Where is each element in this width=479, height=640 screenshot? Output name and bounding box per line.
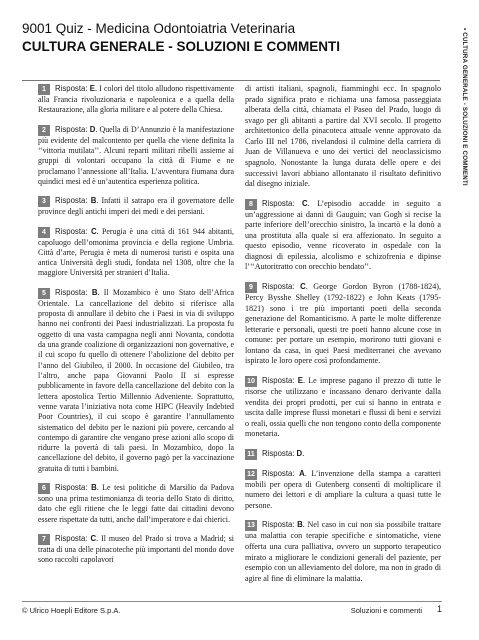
answer-text: . Le tesi politiche di Marsilio da Padova sono una prima testimonianza di teoria dello Stato di diritto, dato che egli ritiene che le leggi fatte dai cittadini devono essere rispettate da tutti, anche dall’imperatore e dai chierici. xyxy=(38,483,234,524)
answer-letter: E xyxy=(89,84,95,93)
answer-letter: B xyxy=(91,287,98,297)
answer-item xyxy=(38,483,234,525)
answer-letter: C xyxy=(90,226,97,236)
answer-letter: C xyxy=(90,534,97,543)
answer-label: Risposta: xyxy=(55,196,88,206)
answer-text: . Le imprese pagano il prezzo di tutte le risorse che utilizzano e incassano denaro derivante dalla vendita dei propri prodotti, per cui si hanno in entrata e uscita dalle imprese flussi monetari e flussi di beni e servizi o reali, ossia quelli che non tengono conto della componente monetaria. xyxy=(245,375,442,439)
answer-letter: E xyxy=(297,375,303,385)
book-title: 9001 Quiz - Medicina Odontoiatria Veterinaria xyxy=(22,21,296,36)
answer-number-badge: 12 xyxy=(245,469,257,480)
answer-item xyxy=(245,449,441,460)
answer-letter: B xyxy=(91,483,97,493)
answer-item xyxy=(38,288,234,474)
answer-label: Risposta: xyxy=(55,534,88,543)
page-footer xyxy=(22,604,442,620)
answer-number-badge: 11 xyxy=(245,449,257,460)
answer-number-badge: 2 xyxy=(38,125,50,136)
left-column xyxy=(38,84,234,575)
answer-letter: C xyxy=(302,198,308,208)
answer-text: . xyxy=(302,448,305,458)
page-number: 1 xyxy=(436,604,442,614)
answer-item xyxy=(245,199,441,273)
answer-text: di artisti italiani, spagnoli, fiamminghi ecc. In spagnolo prado significa prato e richiama una famosa passeggiata alberata della città, chiamata el Paseo del Prado, luogo di svago per gli abitanti a partire dal XVI secolo. Il progetto architettonico della pinacoteca attuale venne approvato da Carlo III nel 1786, rivelandosi il culmine della carriera di Juan de Villanueva e uno dei vertici del neoclassicismo spagnolo. Nonostante la lunga durata delle opere e dei successivi lavori abbiano allontanato il risultato definitivo dal disegno iniziale. xyxy=(245,84,441,189)
answer-text: . Il Mozambico è uno Stato dell’Africa Orientale. La cancellazione del debito si riferisce alla proposta di annullare il debito che i Paesi in via di sviluppo hanno nei confronti dei Paesi industrializzati. La proposta fu oggetto di una vasta campagna negli anni Novanta, condotta da una grande coalizione di organizzazioni non governative, e il cui scopo fu quello di ottenere l’abolizione del debito per l’anno del Giubileo, il 2000. In occasione del Giubileo, tra l’altro, anche papa Giovanni Paolo II si espresse pubblicamente in favore della cancellazione del debito con la lettera apostolica Tertio Millennio Adveniente. Soprattutto, venne varata l’iniziativa nota come HIPC (Heavily Indebted Poor Countries), il cui scopo è garantire l’annullamento sistematico del debito per le nazioni più povere, cercando al contempo di garantire che vengano prese azioni allo scopo di ridurre la povertà di tali paesi. In Mozambico, dopo la cancellazione del debito, il governo pagò per la vaccinazione gratuita di tutti i bambini. xyxy=(38,287,234,473)
answer-item xyxy=(245,84,441,190)
answer-label: Risposta: xyxy=(55,226,88,236)
answer-label: Risposta: xyxy=(262,282,295,291)
answer-letter: C xyxy=(300,282,306,291)
answer-text: . Nel caso in cui non sia possibile trattare una malattia con terapie specifiche e sintomatiche, viene offerta una cura palliativa, ovvero un supporto terapeutico mirato a migliorare le condizioni generali del paziente, per esempio con un alleviamento del dolore, ma non in grado di agire al fine di eliminare la malattia. xyxy=(245,520,441,583)
answer-text: . Quella di D’Annunzio è la manifestazione più evidente del malcontento per quella che viene definita la ‘‘vittoria mutilata’’. Alcuni reparti militari ribelli assieme ai gruppi di volontari occupano la città di Fiume e ne proclamano l’annessione all’Italia. L’avventura fiumana dura quindici mesi ed è un’autentica esperienza politica. xyxy=(38,124,234,186)
answer-text: . L’invenzione della stampa a caratteri mobili per opera di Gutenberg consentì di moltiplicare il numero dei lettori e di ampliare la cultura a quasi tutte le persone. xyxy=(245,468,441,510)
copyright-text: © Ulrico Hoepli Editore S.p.A. xyxy=(22,606,121,615)
answer-label: Risposta: xyxy=(262,448,295,458)
footer-rule xyxy=(22,601,442,602)
answer-letter: A xyxy=(299,468,305,478)
answer-text: . L’episodio accadde in seguito a un’aggressione ai danni di Gauguin; van Gogh si recise la parte inferiore dell’orecchio sinistro, la incartò e la donò a una prostituta alla quale si era affezionato. In seguito a questo episodio, venne ricoverato in ospedale con la diagnosi di epilessia, alcolismo e schizofrenia e dipinse l’‘‘Autoritratto con orecchio bendato’’. xyxy=(245,198,441,272)
answer-label: Risposta: xyxy=(262,468,295,478)
answer-number-badge: 5 xyxy=(38,288,50,299)
answer-letter: B xyxy=(90,196,97,206)
header-rule xyxy=(22,80,440,81)
answer-text: . Infatti il satrapo era il governatore delle province degli antichi imperi dei medi e dei persiani. xyxy=(38,196,234,217)
answer-item xyxy=(245,520,441,584)
side-running-title-text: • CULTURA GENERALE - SOLUZIONI E COMMENTI xyxy=(461,28,468,186)
answer-item xyxy=(245,376,441,440)
answer-label: Risposta: xyxy=(262,198,295,208)
answer-item xyxy=(38,196,234,217)
footer-section-label: Soluzioni e commenti xyxy=(350,606,422,615)
page-header xyxy=(22,20,440,56)
answer-letter: D xyxy=(296,448,303,458)
answer-number-badge: 3 xyxy=(38,196,50,207)
answer-item xyxy=(245,469,441,512)
answer-item xyxy=(38,84,234,116)
answer-label: Risposta: xyxy=(262,375,295,385)
answer-text: . Il museo del Prado si trova a Madrid; si tratta di una delle pinacoteche più importanti del mondo dove sono raccolti capolavori xyxy=(38,534,234,565)
answer-text: . George Gordon Byron (1788-1824), Percy Bysshe Shelley (1792-1822) e John Keats (1795-1821) sono i tre più importanti poeti della seconda generazione del Romanticismo. A parte le molte differenze letterarie e personali, questi tre poeti hanno alcune cose in comune: per portare un esempio, morirono tutti giovani e lontano da casa, in quei Paesi mediterranei che avevano ispirato le loro opere così profondamente. xyxy=(245,282,441,366)
side-running-title xyxy=(454,28,468,328)
answer-text: . Perugia è una città di 161 944 abitanti, capoluogo dell’omonima provincia e della regione Umbria. Città d’arte, Perugia è meta di numerosi turisti e ospita una antica Università degli studi, fondata nel 1308, oltre che la maggiore Università per stranieri d’Italia. xyxy=(38,226,234,278)
answer-label: Risposta: xyxy=(262,520,295,530)
answer-number-badge: 7 xyxy=(38,534,50,545)
answer-item xyxy=(38,534,234,566)
answer-number-badge: 10 xyxy=(245,376,257,387)
answer-letter: D xyxy=(89,124,96,134)
answer-item xyxy=(245,282,441,367)
answer-number-badge: 6 xyxy=(38,483,50,494)
answer-number-badge: 4 xyxy=(38,227,50,238)
answer-label: Risposta: xyxy=(55,287,88,297)
section-title: CULTURA GENERALE - SOLUZIONI E COMMENTI xyxy=(22,39,340,54)
right-column xyxy=(245,84,441,593)
answer-letter: B xyxy=(297,520,303,530)
answer-number-badge: 13 xyxy=(245,520,257,531)
answer-number-badge: 9 xyxy=(245,282,257,293)
answer-item xyxy=(38,227,234,279)
answer-label: Risposta: xyxy=(55,124,88,134)
answer-number-badge: 8 xyxy=(245,199,257,210)
answer-label: Risposta: xyxy=(55,483,88,493)
answer-text: . I colori del titolo alludono rispettivamente alla Francia rivoluzionaria e napoleonica e a quella della Restaurazione, alla gloria militare e al potere della Chiesa. xyxy=(38,84,234,115)
answer-label: Risposta: xyxy=(55,84,88,93)
answer-number-badge: 1 xyxy=(38,84,50,95)
answer-item xyxy=(38,125,234,188)
